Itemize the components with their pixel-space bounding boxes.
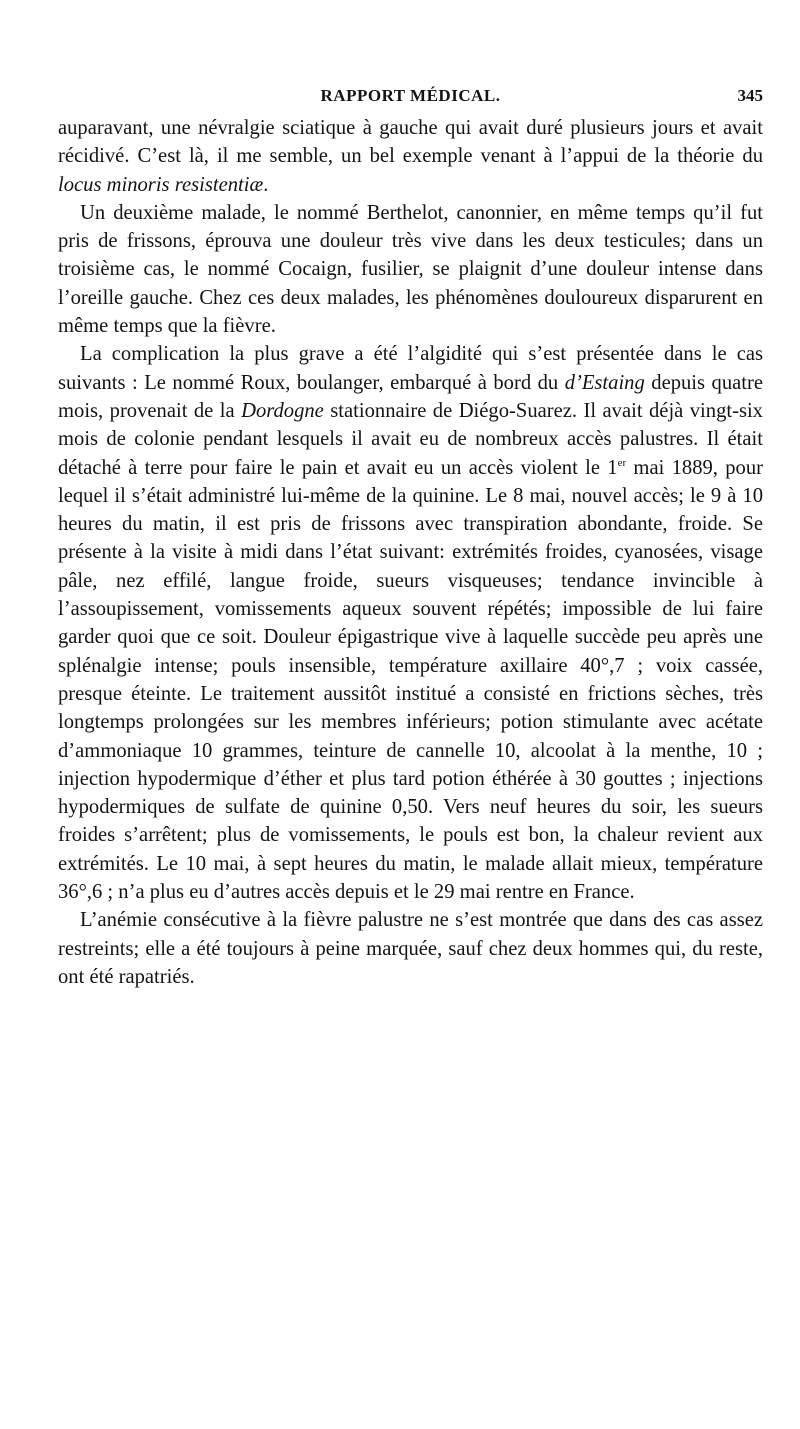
page-number: 345: [737, 86, 763, 105]
text-run: La complication la plus grave a été l’algidité qui s’est présentée dans le cas suivants : Le nommé Roux, boulanger, embarqué à bord du: [58, 343, 763, 394]
text-run: L’anémie consécutive à la fièvre palustre ne s’est montrée que dans des cas assez restreints; elle a été toujours à peine marquée, sauf chez deux hommes qui, du reste, ont été rapatriés.: [58, 909, 763, 988]
italic-term: d’Estaing: [564, 371, 645, 394]
paragraph-4: [58, 906, 763, 991]
document-page: [58, 78, 763, 991]
text-run: Un deuxième malade, le nommé Berthelot, canonnier, en même temps qu’il fut pris de frissons, éprouva une douleur très vive dans les deux testicules; dans un troisième cas, le nommé Cocaign, fusilier, se plaignit d’une douleur intense dans l’oreille gauche. Chez ces deux malades, les phénomènes douloureux disparurent en même temps que la fièvre.: [58, 201, 763, 338]
page-header: [58, 78, 763, 114]
superscript: er: [617, 456, 627, 469]
body-text: [58, 114, 763, 991]
italic-term: Dordogne: [241, 399, 324, 422]
running-head: RAPPORT MÉDICAL.: [320, 86, 501, 105]
paragraph-1: [58, 114, 763, 199]
text-run: depuis quatre mois, provenait de la: [58, 371, 763, 422]
text-run: auparavant, une névralgie sciatique à gauche qui avait duré plusieurs jours et avait récidivé. C’est là, il me semble, un bel exemple venant à l’appui de la théorie du: [58, 117, 763, 168]
paragraph-3: [58, 340, 763, 906]
text-run: mai 1889, pour lequel il s’était administré lui-même de la quinine. Le 8 mai, nouvel accès; le 9 à 10 heures du matin, il est pris de frissons avec transpiration abondante, froide. Se présente à la visite à midi dans l’état suivant: extrémités froides, cyanosées, visage pâle, nez effilé, langue froide, sueurs visqueuses; tendance invincible à l’assoupissement, vomissements aqueux souvent répétés; impossible de lui faire garder quoi que ce soit. Douleur épigastrique vive à laquelle succède peu après une splénalgie intense; pouls insensible, température axillaire 40°,7 ; voix cassée, presque éteinte. Le traitement aussitôt institué a consisté en frictions sèches, très longtemps prolongées sur les membres inférieurs; potion stimulante avec acétate d’ammoniaque 10 grammes, teinture de cannelle 10, alcoolat à la menthe, 10 ; injection hypodermique d’éther et plus tard potion éthérée à 30 gouttes ; injections hypodermiques de sulfate de quinine 0,50. Vers neuf heures du soir, les sueurs froides s’arrêtent; plus de vomissements, le pouls est bon, la chaleur revient aux extrémités. Le 10 mai, à sept heures du matin, le malade allait mieux, température 36°,6 ; n’a plus eu d’autres accès depuis et le 29 mai rentre en France.: [58, 456, 763, 904]
paragraph-2: [58, 199, 763, 340]
text-run: .: [263, 173, 269, 196]
text-run: stationnaire de Diégo-Suarez. Il avait déjà vingt-six mois de colonie pendant lesquels il avait eu de nombreux accès palustres. Il était détaché à terre pour faire le pain et avait eu un accès violent le 1: [58, 399, 763, 479]
italic-term: locus minoris resistentiæ: [58, 173, 264, 196]
